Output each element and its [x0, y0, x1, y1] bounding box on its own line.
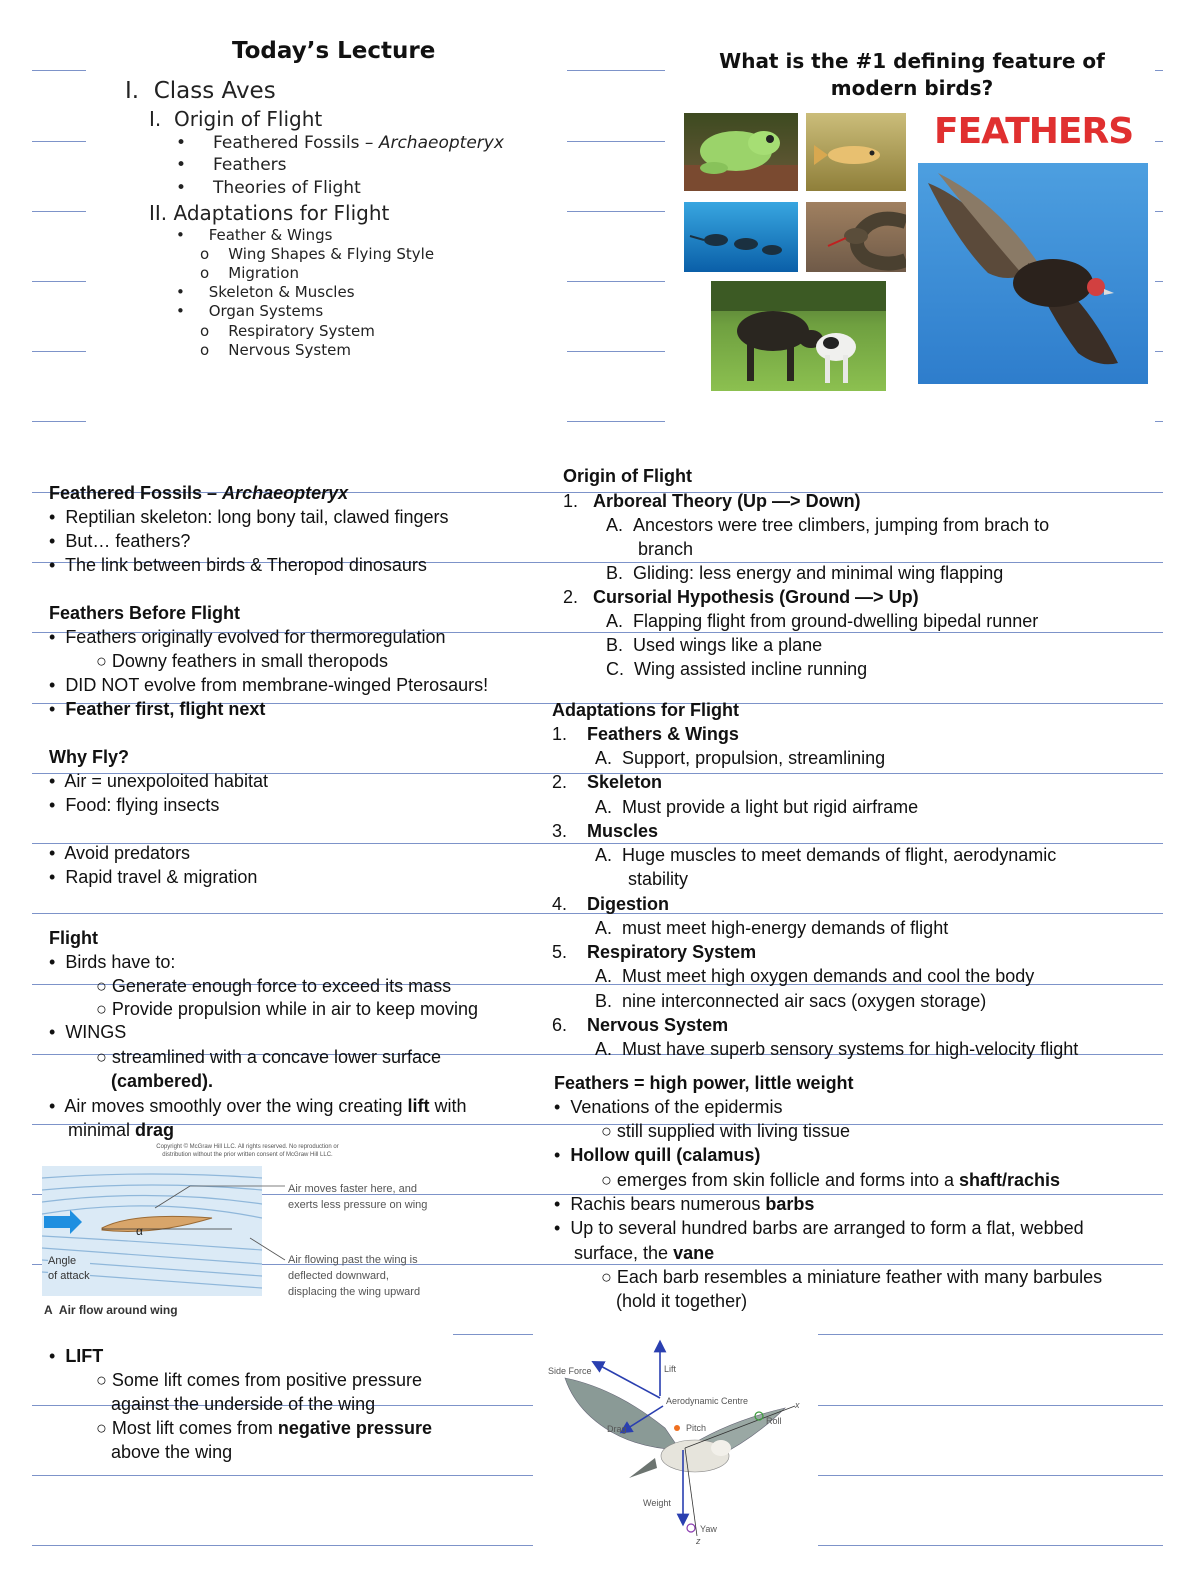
- x-axis-label: x: [795, 1400, 800, 1410]
- frog-photo: [684, 113, 798, 191]
- outline-subitem: o Wing Shapes & Flying Style: [200, 245, 435, 263]
- outline-item: • Feather & Wings: [176, 226, 333, 244]
- list-item: • Avoid predators: [49, 843, 191, 863]
- weight-label: Weight: [643, 1498, 671, 1508]
- list-item: • Birds have to:: [49, 952, 176, 972]
- lettered-item-cont: stability: [628, 869, 689, 889]
- lettered-item: B. Gliding: less energy and minimal wing flapping: [606, 563, 1004, 583]
- before-flight-heading: Feathers Before Flight: [49, 603, 241, 623]
- feathers-answer: FEATHERS: [934, 111, 1134, 152]
- outline-item: • Organ Systems: [176, 302, 324, 320]
- list-subitem-cont: (cambered).: [111, 1071, 214, 1091]
- feathers-power-heading: Feathers = high power, little weight: [554, 1073, 854, 1093]
- roll-label: Roll: [766, 1416, 782, 1426]
- fossils-heading: Feathered Fossils – Archaeopteryx: [49, 483, 349, 503]
- diagram-caption: A Air flow around wing: [44, 1303, 178, 1317]
- list-item: • LIFT: [49, 1346, 104, 1366]
- list-subitem: ○ streamlined with a concave lower surface: [96, 1047, 442, 1067]
- copyright-note: Copyright © McGraw Hill LLC. All rights reserved. No reproduction or distribution without the prior written consent of McGraw Hill LLC.: [156, 1144, 339, 1158]
- slide-question: What is the #1 defining feature of modern birds?: [719, 49, 1105, 100]
- list-item: • But… feathers?: [49, 531, 191, 551]
- pitch-label: Pitch: [686, 1423, 707, 1433]
- drag-label: Drag: [607, 1424, 627, 1434]
- outline-subitem: o Respiratory System: [200, 322, 375, 340]
- snake-photo: [806, 202, 906, 272]
- cows-photo: [711, 281, 886, 391]
- list-subitem: ○ Downy feathers in small theropods: [96, 651, 389, 671]
- lettered-item: B. nine interconnected air sacs (oxygen storage): [595, 991, 987, 1011]
- list-item: • Rapid travel & migration: [49, 867, 258, 887]
- numbered-item: 1. Arboreal Theory (Up —> Down): [563, 491, 861, 511]
- list-subitem: ○ Each barb resembles a miniature feather with many barbules: [601, 1267, 1103, 1287]
- list-subitem: ○ Some lift comes from positive pressure: [96, 1370, 422, 1390]
- list-item: • WINGS: [49, 1022, 127, 1042]
- numbered-item: 2. Cursorial Hypothesis (Ground —> Up): [563, 587, 919, 607]
- list-item: • The link between birds & Theropod dinosaurs: [49, 555, 427, 575]
- list-subitem-cont: against the underside of the wing: [111, 1394, 376, 1414]
- list-subitem: ○ Generate enough force to exceed its mass: [96, 976, 452, 996]
- list-item: • Reptilian skeleton: long bony tail, clawed fingers: [49, 507, 449, 527]
- aero-centre-label: Aerodynamic Centre: [666, 1396, 749, 1406]
- list-item: • Air moves smoothly over the wing creating lift with: [49, 1096, 467, 1116]
- fish-photo: [806, 113, 906, 191]
- list-item: • Feathers originally evolved for thermoregulation: [49, 627, 446, 647]
- list-subitem: ○ still supplied with living tissue: [601, 1121, 850, 1141]
- outline-level1: I. Class Aves: [125, 78, 276, 104]
- outline-item: • Skeleton & Muscles: [176, 283, 355, 301]
- list-subitem-cont: above the wing: [111, 1442, 233, 1462]
- lettered-item: A. Support, propulsion, streamlining: [595, 748, 886, 768]
- outline-item: • Feathers: [176, 155, 287, 175]
- angle-label: Angle of attack: [48, 1255, 90, 1282]
- side-force-label: Side Force: [548, 1366, 592, 1376]
- numbered-item: 1. Feathers & Wings: [552, 724, 739, 744]
- list-item-cont: minimal drag: [68, 1120, 175, 1140]
- why-fly-heading: Why Fly?: [49, 747, 129, 767]
- callout-lower: Air flowing past the wing is deflected downward, displacing the wing upward: [288, 1254, 421, 1298]
- stingray-photo: [684, 202, 798, 272]
- numbered-item: 6. Nervous System: [552, 1015, 729, 1035]
- list-item: • Air = unexpoloited habitat: [49, 771, 268, 791]
- list-item: • Rachis bears numerous barbs: [554, 1194, 815, 1214]
- lettered-item: A. Ancestors were tree climbers, jumping from brach to: [606, 515, 1050, 535]
- lettered-item: A. Must have superb sensory systems for high-velocity flight: [595, 1039, 1079, 1059]
- lettered-item-cont: branch: [638, 539, 694, 559]
- outline-subitem: o Migration: [200, 264, 299, 282]
- callout-lines: [150, 1180, 290, 1270]
- lettered-item: A. Huge muscles to meet demands of flight, aerodynamic: [595, 845, 1057, 865]
- alpha-label: α: [136, 1224, 143, 1238]
- list-item: • DID NOT evolve from membrane-winged Pterosaurs!: [49, 675, 489, 695]
- list-subitem: ○ Most lift comes from negative pressure: [96, 1418, 432, 1438]
- list-item: • Food: flying insects: [49, 795, 220, 815]
- flight-heading: Flight: [49, 928, 98, 948]
- vulture-photo: [918, 163, 1148, 384]
- list-subitem: ○ Provide propulsion while in air to keep moving: [96, 999, 479, 1019]
- list-item: • Up to several hundred barbs are arranged to form a flat, webbed: [554, 1218, 1084, 1238]
- lift-label: Lift: [664, 1364, 677, 1374]
- lettered-item: B. Used wings like a plane: [606, 635, 823, 655]
- numbered-item: 3. Muscles: [552, 821, 659, 841]
- slide-title: Today’s Lecture: [232, 38, 436, 64]
- adaptations-heading: Adaptations for Flight: [552, 700, 739, 720]
- numbered-item: 4. Digestion: [552, 894, 670, 914]
- list-item: • Hollow quill (calamus): [554, 1145, 761, 1165]
- callout-upper: Air moves faster here, and exerts less pressure on wing: [288, 1183, 428, 1211]
- outline-origin: I. Origin of Flight: [149, 107, 323, 131]
- lettered-item: A. Must meet high oxygen demands and cool the body: [595, 966, 1035, 986]
- outline-item: • Theories of Flight: [176, 178, 361, 198]
- outline-adaptations: II. Adaptations for Flight: [149, 201, 390, 225]
- outline-item: • Feathered Fossils – Archaeopteryx: [176, 133, 504, 153]
- list-item: • Feather first, flight next: [49, 699, 266, 719]
- list-item-cont: surface, the vane: [574, 1243, 715, 1263]
- list-subitem-cont: (hold it together): [616, 1291, 748, 1311]
- lettered-item: C. Wing assisted incline running: [606, 659, 868, 679]
- list-item: • Venations of the epidermis: [554, 1097, 783, 1117]
- lettered-item: A. Flapping flight from ground-dwelling bipedal runner: [606, 611, 1039, 631]
- origin-heading: Origin of Flight: [563, 466, 692, 486]
- lettered-item: A. Must provide a light but rigid airframe: [595, 797, 919, 817]
- list-subitem: ○ emerges from skin follicle and forms into a shaft/rachis: [601, 1170, 1061, 1190]
- z-axis-label: z: [696, 1536, 701, 1546]
- numbered-item: 5. Respiratory System: [552, 942, 757, 962]
- outline-subitem: o Nervous System: [200, 341, 351, 359]
- numbered-item: 2. Skeleton: [552, 772, 663, 792]
- yaw-label: Yaw: [700, 1524, 717, 1534]
- lettered-item: A. must meet high-energy demands of flight: [595, 918, 949, 938]
